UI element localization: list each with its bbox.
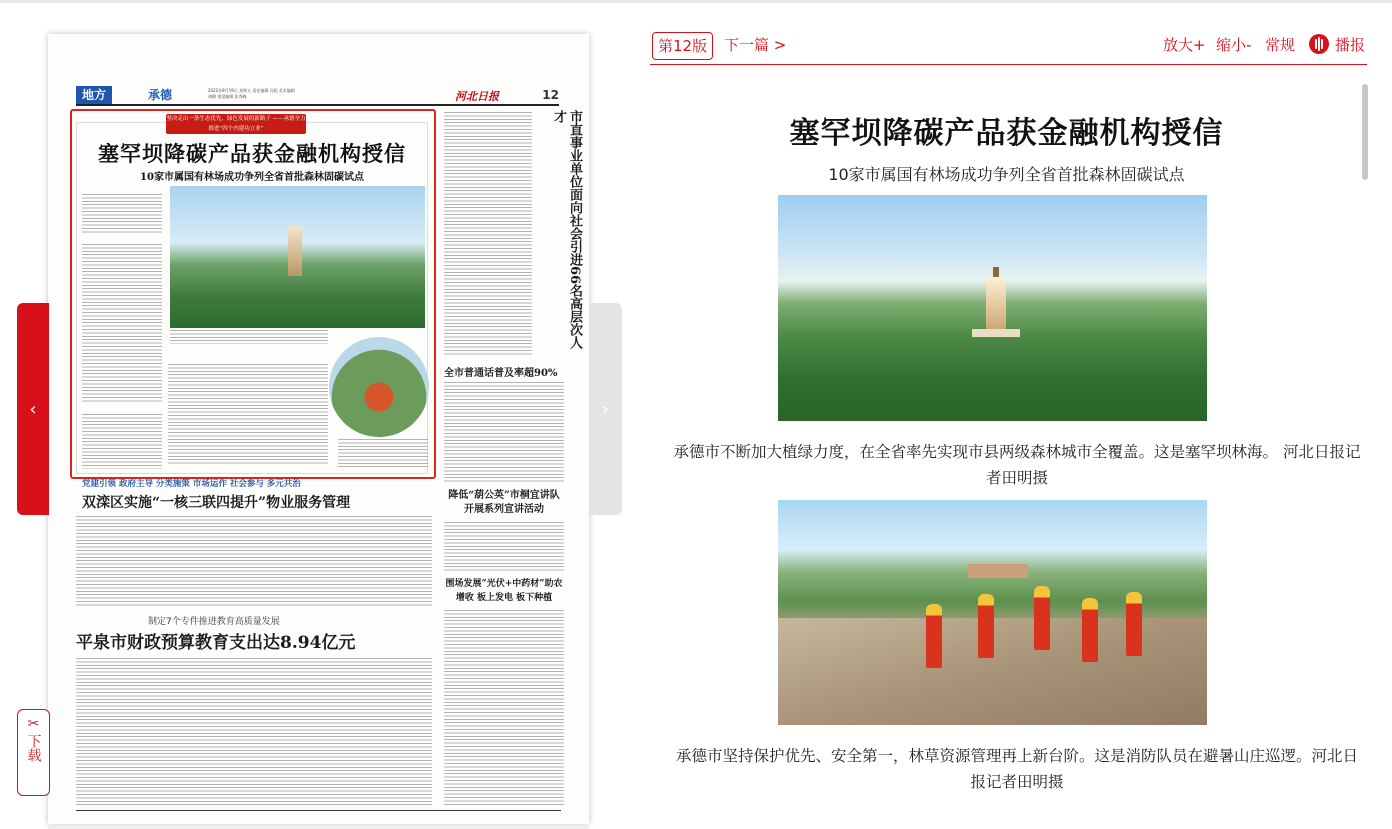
lead-article-kicker: 坚决走出一条生态优先、绿色发展的新路子 ——承德全力推进“四个内建功立业”: [166, 116, 306, 132]
text-column: [444, 522, 564, 572]
newspaper-page-preview[interactable]: [48, 34, 589, 824]
headline-budget-kicker: 制定7个专件推进教育高质量发展: [148, 617, 280, 627]
top-divider: [0, 0, 1392, 3]
download-button[interactable]: [17, 709, 50, 796]
article-scrollbar[interactable]: [1362, 84, 1368, 829]
normal-size-button[interactable]: 常规: [1265, 36, 1296, 54]
section-name: 承德: [148, 88, 173, 102]
headline-weichang: 围场发展“光伏+中药材”助农增收 板上发电 板下种植: [445, 579, 563, 603]
headline-lecture: 降低“葫公英”市桐宜讲队 开展系列宣讲活动: [448, 490, 560, 515]
saihanba-forest-photo: [778, 195, 1207, 421]
headline-putonghua: 全市普通话普及率超90%: [444, 368, 558, 379]
reader-toolbar: [650, 30, 1367, 65]
next-page-button[interactable]: [589, 303, 622, 515]
text-block: [76, 516, 432, 608]
audio-play-icon[interactable]: [1309, 34, 1329, 54]
vertical-headline: 市直事业单位面向社会引进66名高层次人才: [551, 110, 582, 350]
page-meta: 2022年8月19日 星期五 责任编辑 冯阳 美术编辑 胡健 视觉编辑 张秀峰: [208, 88, 295, 99]
page-footer: [76, 810, 561, 821]
previous-page-button[interactable]: [17, 303, 49, 515]
zoom-in-button[interactable]: 放大+: [1163, 36, 1206, 54]
selected-article-highlight[interactable]: [70, 109, 436, 479]
headline-property: 双滦区实施“一核三联四提升”物业服务管理: [82, 495, 351, 511]
next-article-link[interactable]: 下一篇 >: [724, 36, 787, 54]
edition-badge[interactable]: 第12版: [652, 32, 713, 60]
text-column: [444, 610, 564, 805]
page-number: 12: [542, 88, 559, 102]
photo-caption-2: 承德市坚持保护优先、安全第一，林草资源管理再上新台阶。这是消防队员在避暑山庄巡逻。河北日报记者田明摄: [675, 747, 1358, 791]
download-label: 下载: [25, 734, 42, 762]
article-subtitle: 10家市属国有林场成功争列全省首批森林固碳试点: [828, 165, 1185, 184]
chevron-right-icon: ›: [601, 398, 610, 420]
text-column: [444, 382, 564, 482]
text-column: [444, 112, 532, 356]
headline-budget: 平泉市财政预算教育支出达8.94亿元: [76, 633, 356, 653]
article-title: 塞罕坝降碳产品获金融机构授信: [789, 116, 1224, 151]
photo-caption-1: 承德市不断加大植绿力度，在全省率先实现市县两级森林城市全覆盖。这是塞罕坝林海。 河北日报记者田明摄: [673, 443, 1361, 487]
scissors-icon: ✂: [27, 716, 40, 732]
page-header: [76, 86, 559, 106]
lead-article-subtitle: 10家市属国有林场成功争列全省首批森林固碳试点: [140, 172, 364, 183]
text-block: [76, 658, 432, 806]
headline-property-kicker: 党建引领 政府主导 分类施策 市场运作 社会参与 多元共治: [82, 479, 301, 489]
zoom-out-button[interactable]: 缩小-: [1216, 36, 1252, 54]
firefighters-patrol-photo: [778, 500, 1207, 725]
chevron-left-icon: ‹: [29, 398, 37, 420]
play-broadcast-button[interactable]: 播报: [1335, 36, 1366, 54]
newspaper-logo: 河北日报: [455, 90, 499, 103]
region-tag: 地方: [76, 86, 112, 104]
lead-article-title: 塞罕坝降碳产品获金融机构授信: [98, 141, 406, 166]
